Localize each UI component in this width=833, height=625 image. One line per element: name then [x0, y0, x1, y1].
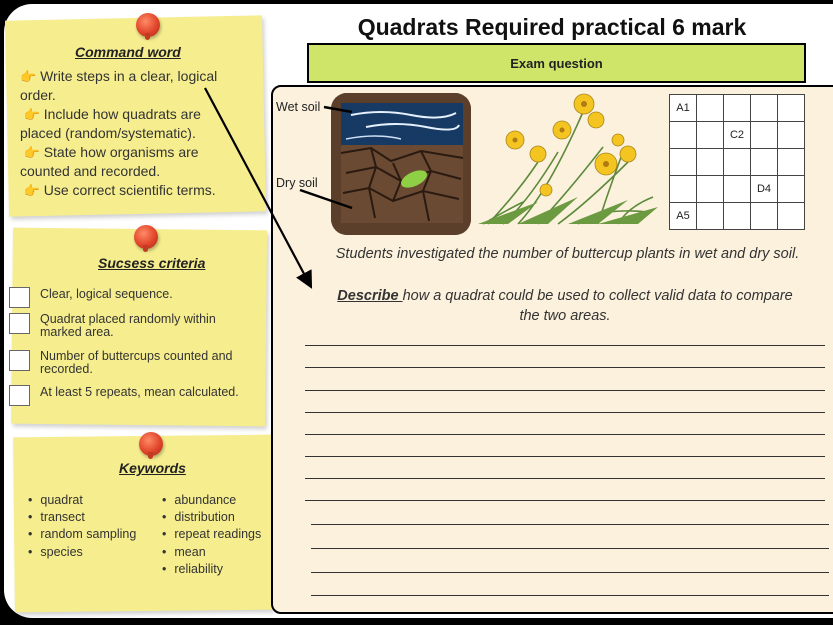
quadrat-grid: A1 C2 D4 A5: [669, 94, 805, 230]
question-text: Describe how a quadrat could be used to collect valid data to compare the two areas.: [337, 288, 793, 324]
answer-line[interactable]: [311, 548, 829, 549]
command-line: 👉 Use correct scientific terms.: [20, 182, 216, 198]
command-line: order.: [20, 87, 56, 103]
keyword: • transect: [28, 509, 136, 526]
exam-question-label: Exam question: [510, 55, 603, 71]
keyword: • distribution: [162, 509, 261, 526]
keywords-title: Keywords: [119, 460, 186, 476]
answer-line[interactable]: [305, 345, 825, 346]
question-stem: Students investigated the number of buttercup plants in wet and dry soil.: [335, 246, 800, 262]
criteria-item: At least 5 repeats, mean calculated.: [9, 385, 239, 406]
wet-soil-label: Wet soil: [276, 100, 321, 114]
page-title: Quadrats Required practical 6 mark: [357, 14, 747, 40]
command-word-arrow: [205, 88, 310, 285]
criteria-item: Clear, logical sequence.: [9, 287, 173, 308]
pointing-hand-icon: 👉: [20, 69, 37, 84]
keyword: • abundance: [162, 492, 261, 509]
answer-line[interactable]: [305, 500, 825, 501]
answer-line[interactable]: [305, 456, 825, 457]
answer-line[interactable]: [311, 595, 829, 596]
wet-soil-pointer: [324, 107, 352, 112]
command-line: 👉 State how organisms are: [20, 144, 199, 160]
answer-line[interactable]: [305, 390, 825, 391]
answer-line[interactable]: [305, 478, 825, 479]
command-line: 👉 Write steps in a clear, logical: [20, 68, 218, 84]
answer-line[interactable]: [311, 524, 829, 525]
answer-line[interactable]: [305, 367, 825, 368]
command-word: Describe: [337, 288, 403, 304]
success-criteria-title: Sucsess criteria: [98, 255, 206, 271]
answer-line[interactable]: [305, 434, 825, 435]
command-line: 👉 Include how quadrats are: [20, 106, 201, 122]
keyword: • species: [28, 544, 136, 561]
keyword: • mean: [162, 544, 261, 561]
keyword: • repeat readings: [162, 526, 261, 543]
dry-soil-pointer: [300, 190, 352, 208]
command-line: placed (random/systematic).: [20, 125, 196, 141]
command-word-title: Command word: [75, 44, 181, 60]
keyword: • random sampling: [28, 526, 136, 543]
pointing-hand-icon: 👉: [20, 107, 40, 122]
command-line: counted and recorded.: [20, 163, 161, 179]
keyword: • reliability: [162, 561, 261, 578]
criteria-item: Quadrat placed randomly within marked area.: [9, 313, 216, 338]
answer-line[interactable]: [311, 572, 829, 573]
pointing-hand-icon: 👉: [20, 183, 40, 198]
answer-line[interactable]: [305, 412, 825, 413]
criteria-item: Number of buttercups counted and recorded.: [9, 350, 232, 375]
dry-soil-label: Dry soil: [276, 176, 318, 190]
keyword: • quadrat: [28, 492, 136, 509]
pointing-hand-icon: 👉: [20, 145, 40, 160]
